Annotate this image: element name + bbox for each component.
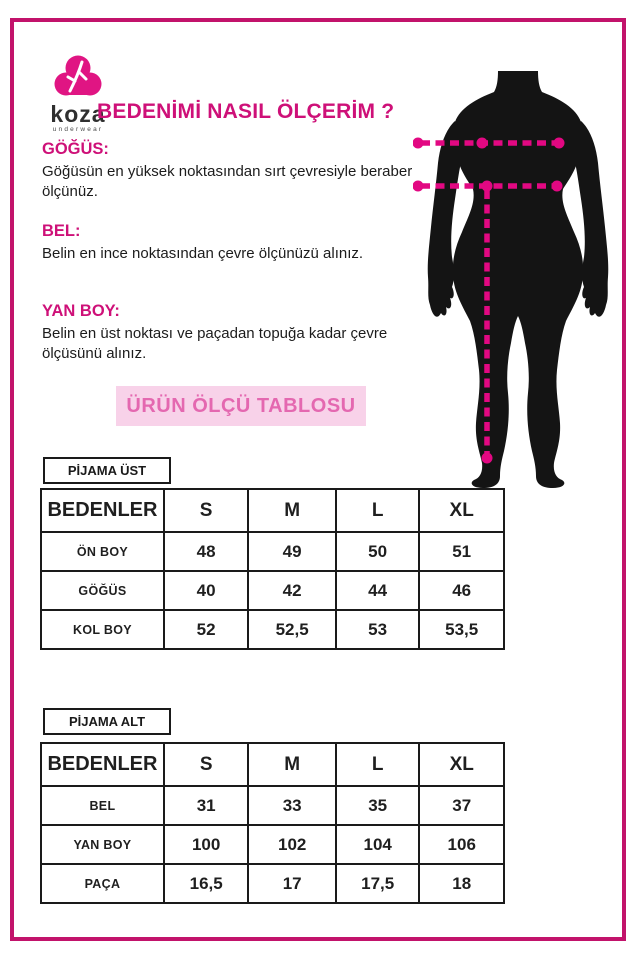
value-cell: 33 (248, 786, 335, 825)
value-cell: 17 (248, 864, 335, 903)
value-cell: 50 (336, 532, 419, 571)
value-cell: 42 (248, 571, 336, 610)
header-cell: M (248, 743, 335, 786)
value-cell: 40 (164, 571, 248, 610)
table-row (41, 571, 504, 610)
table-header-row (41, 743, 504, 786)
value-cell: 100 (164, 825, 249, 864)
logo-sub-text: underwear (52, 125, 104, 133)
table-row (41, 864, 504, 903)
value-cell: 104 (336, 825, 420, 864)
table-row (41, 786, 504, 825)
section-yan-boy (42, 302, 414, 365)
body-silhouette-icon (413, 65, 620, 493)
value-cell: 106 (419, 825, 504, 864)
header-cell: XL (419, 489, 504, 532)
table-header-row (41, 489, 504, 532)
header-cell: L (336, 489, 419, 532)
value-cell: 53,5 (419, 610, 504, 649)
size-table-pijama-alt (40, 742, 505, 904)
value-cell: 16,5 (164, 864, 249, 903)
table-label-pijama-ust: PİJAMA ÜST (43, 457, 171, 484)
value-cell: 37 (419, 786, 504, 825)
body-silhouette-figure (413, 65, 620, 493)
value-cell: 31 (164, 786, 249, 825)
header-cell: M (248, 489, 336, 532)
header-cell: S (164, 489, 248, 532)
value-cell: 52 (164, 610, 248, 649)
row-label: YAN BOY (41, 825, 164, 864)
section-text: Belin en üst noktası ve paçadan topuğa kadar çevre ölçüsünü alınız. (42, 325, 388, 363)
row-label: GÖĞÜS (41, 571, 164, 610)
table-row (41, 532, 504, 571)
value-cell: 53 (336, 610, 419, 649)
header-cell: BEDENLER (41, 489, 164, 532)
header-cell: XL (419, 743, 504, 786)
section-gogus (42, 140, 414, 203)
section-text: Belin en ince noktasından çevre ölçünüzü alınız. (42, 245, 364, 262)
koza-trefoil-icon (53, 55, 103, 103)
table-label-pijama-alt: PİJAMA ALT (43, 708, 171, 735)
value-cell: 48 (164, 532, 248, 571)
table-row (41, 825, 504, 864)
value-cell: 46 (419, 571, 504, 610)
header-cell: L (336, 743, 420, 786)
value-cell: 51 (419, 532, 504, 571)
value-cell: 44 (336, 571, 419, 610)
value-cell: 49 (248, 532, 336, 571)
row-label: ÖN BOY (41, 532, 164, 571)
page-title: BEDENİMİ NASIL ÖLÇERİM ? (97, 100, 395, 123)
value-cell: 18 (419, 864, 504, 903)
section-bel (42, 222, 414, 264)
row-label: BEL (41, 786, 164, 825)
section-heading: BEL: (42, 222, 81, 240)
size-table-pijama-ust (40, 488, 505, 650)
section-text: Göğüsün en yüksek noktasından sırt çevresiyle beraber ölçünüz. (42, 163, 413, 201)
section-heading: GÖĞÜS: (42, 140, 109, 158)
value-cell: 52,5 (248, 610, 336, 649)
size-chart-banner: ÜRÜN ÖLÇÜ TABLOSU (116, 386, 366, 426)
value-cell: 35 (336, 786, 420, 825)
table-row (41, 610, 504, 649)
logo-brand-text: koza (50, 101, 106, 127)
value-cell: 17,5 (336, 864, 420, 903)
section-heading: YAN BOY: (42, 302, 120, 320)
value-cell: 102 (248, 825, 335, 864)
row-label: KOL BOY (41, 610, 164, 649)
header-cell: S (164, 743, 249, 786)
row-label: PAÇA (41, 864, 164, 903)
header-cell: BEDENLER (41, 743, 164, 786)
